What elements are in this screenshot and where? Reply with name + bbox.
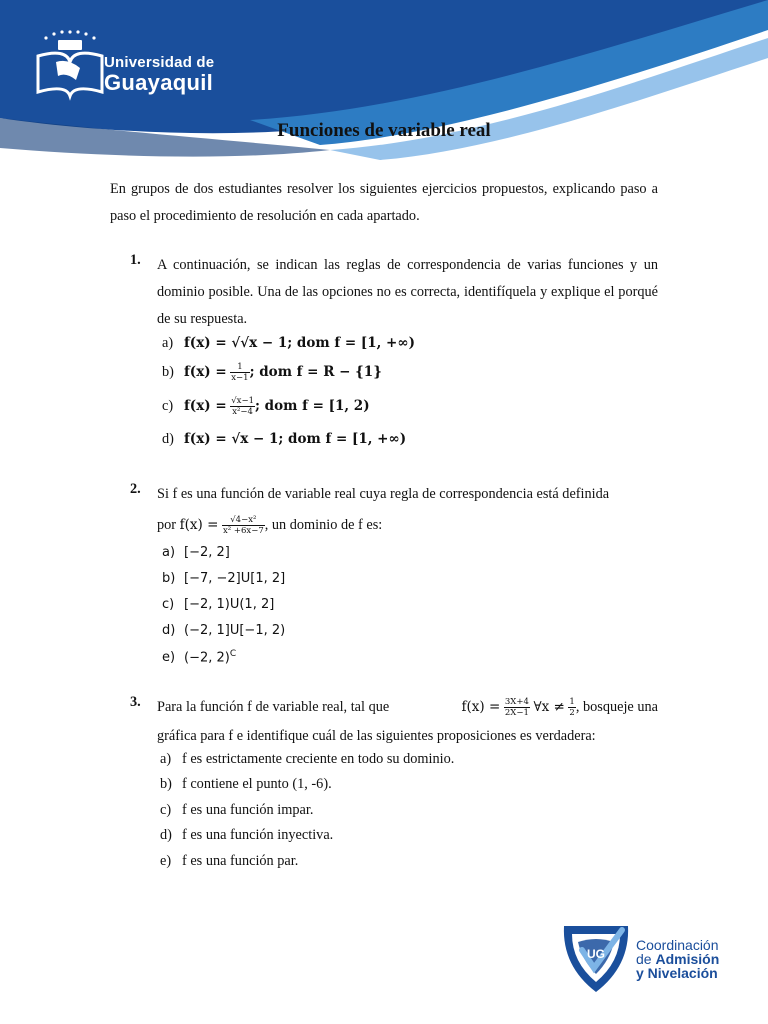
intro-paragraph: En grupos de dos estudiantes resolver los siguientes ejercicios propuestos, explicando paso a paso el procedimiento de resolución en cada apartado. <box>110 181 658 224</box>
q1-option-c: c) f(x) = $\frac{√x-1}{\text{x²−4}}$ ; dom f = [1, 2) <box>162 396 370 417</box>
coordination-text: Coordinación de Admisión y Nivelación <box>636 937 720 981</box>
q2-option-d: d) (−2, 1]U[−1, 2) <box>162 623 286 638</box>
question-text: A continuación, se indican las reglas de correspondencia de varias funciones y un dominio posible. Una de las opciones no es correcta, identifíquela y explique el porqué de su respuesta. <box>157 257 658 327</box>
university-name-line1: Universidad de <box>104 54 215 71</box>
question-number: 2. <box>130 481 141 497</box>
q2-option-c: c) [−2, 1)U(1, 2] <box>162 597 275 612</box>
q3-option-a: a) f es estrictamente creciente en todo su dominio. <box>160 751 455 767</box>
question-number: 1. <box>130 252 141 268</box>
question-text-line2: gráfica para f e identifique cuál de las siguientes proposiciones es verdadera: <box>157 728 596 744</box>
q2-option-a: a) [−2, 2] <box>162 545 230 560</box>
question-3: 3. Para la función f de variable real, tal que f(x) = $\frac{3X+4}{2X-1}$ ∀x ≠ $\frac{1}{2}$ , bosqueje una gráfica para f e identifique cuál de las siguientes proposiciones es verdadera: <box>130 694 658 750</box>
question-number: 3. <box>130 694 141 710</box>
q1-option-d: d) f(x) = √x − 1; dom f = [1, +∞) <box>162 431 407 447</box>
fraction: $\frac{√x-1}{\text{x²−4}}$ <box>231 396 254 417</box>
q2-option-b: b) [−7, −2]U[1, 2] <box>162 571 286 586</box>
question-text-line1: Si f es una función de variable real cuya regla de correspondencia está definida <box>157 486 610 502</box>
math-expression: f(x) = √√x − 1; dom f = [1, +∞) <box>184 335 415 351</box>
fraction: $\frac{3X+4}{2X-1}$ <box>504 697 529 719</box>
q1-option-a: a) f(x) = √√x − 1; dom f = [1, +∞) <box>162 335 415 351</box>
q3-option-c: c) f es una función impar. <box>160 802 314 818</box>
fraction: $\frac{1}{2}$ <box>569 697 575 719</box>
question-2: 2. Si f es una función de variable real cuya regla de correspondencia está definida por f(x) = $\frac{\text{√4−x²}}{\text{x² +6x−7}}$ , un dominio de f es: <box>130 481 658 539</box>
q2-option-e: e) (−2, 2)$^C$ <box>162 649 237 666</box>
q1-option-b: b) f(x) = $\frac{1}{x-1}$ ; dom f = R − {1} <box>162 362 382 383</box>
university-name-line2: Guayaquil <box>104 70 214 95</box>
svg-text:UG: UG <box>587 947 605 961</box>
question-1 <box>130 252 658 333</box>
math-expression: f(x) = √x − 1; dom f = [1, +∞) <box>184 431 407 447</box>
q3-option-d: d) f es una función inyectiva. <box>160 827 334 843</box>
fraction: $\frac{1}{x-1}$ <box>231 362 249 383</box>
q3-option-b: b) f contiene el punto (1, -6). <box>160 776 332 792</box>
q3-option-e: e) f es una función par. <box>160 853 299 869</box>
fraction: $\frac{\text{√4−x²}}{\text{x² +6x−7}}$ <box>222 515 264 537</box>
document-title: Funciones de variable real <box>277 120 491 141</box>
